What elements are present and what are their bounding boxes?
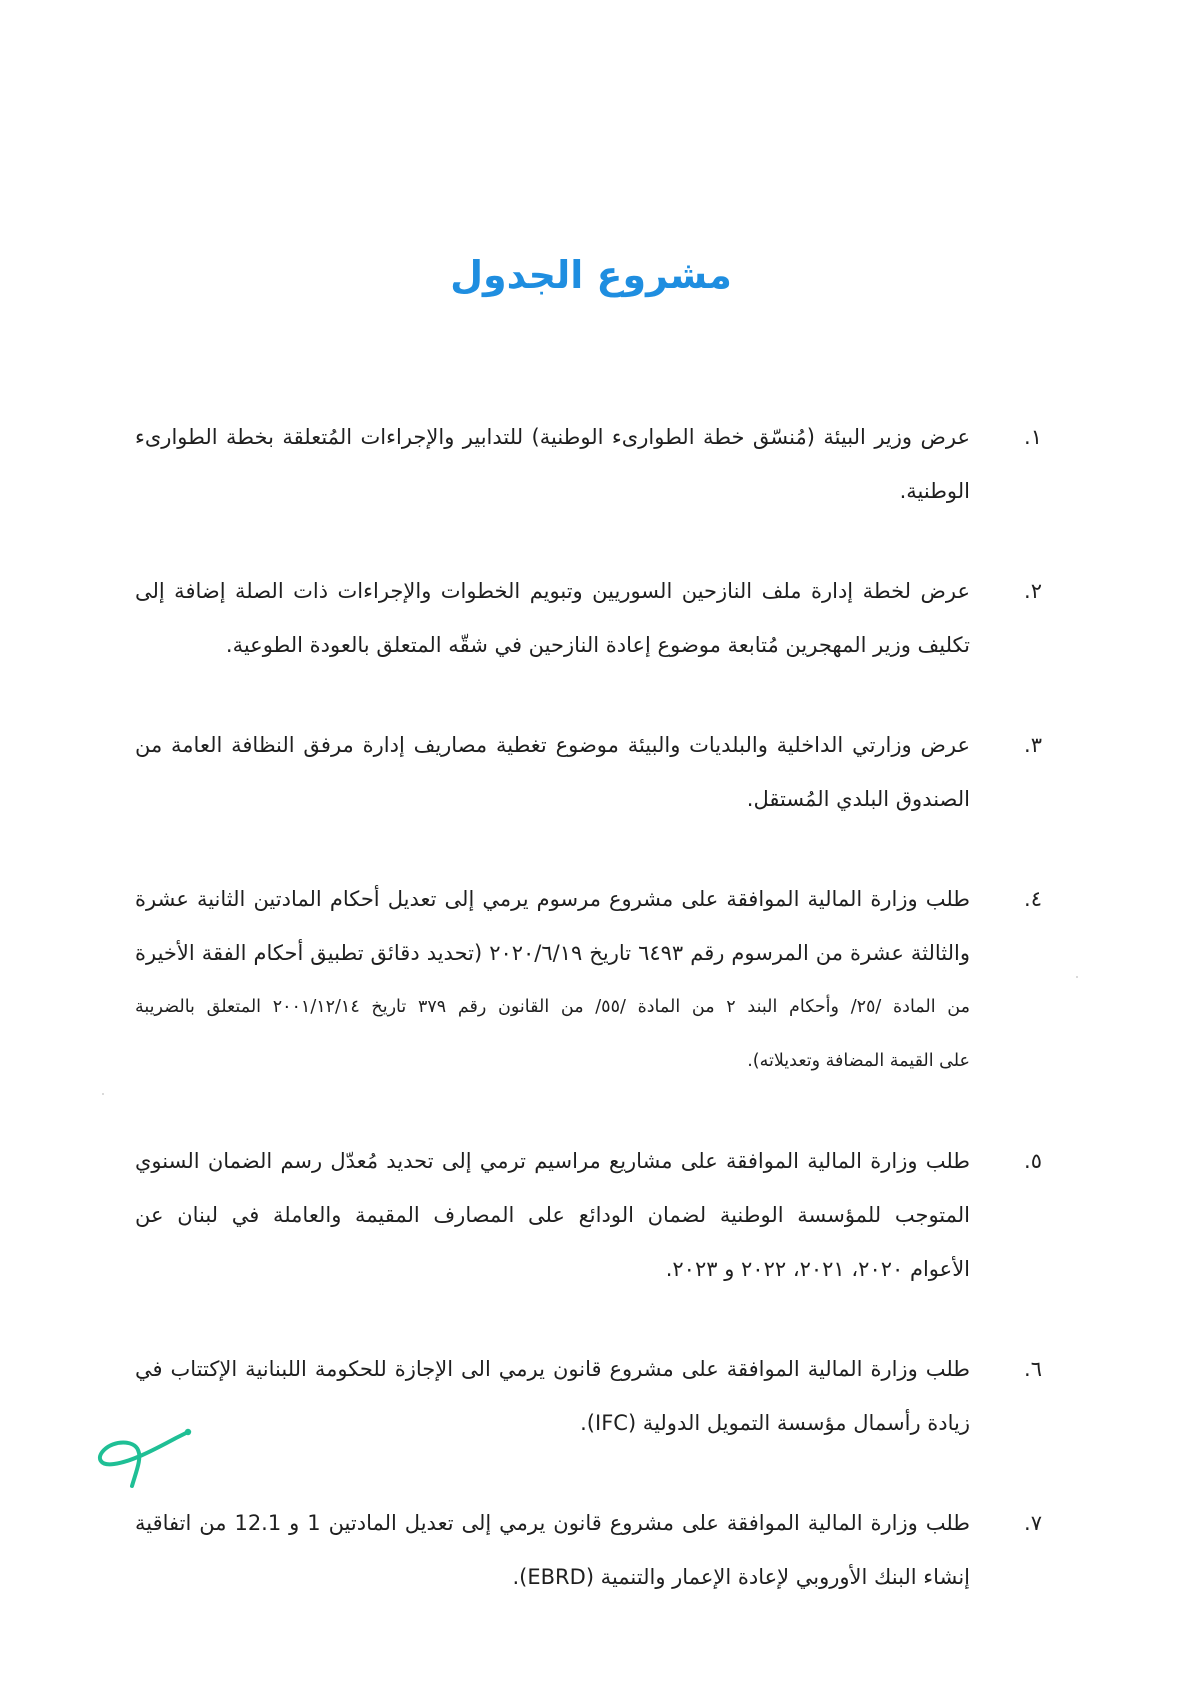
- agenda-item-text: [135, 1134, 970, 1296]
- agenda-item-text: [135, 718, 970, 826]
- agenda-item-line: الصندوق البلدي المُستقل.: [746, 787, 970, 811]
- signature-icon: [90, 1420, 200, 1490]
- agenda-item-line: من المادة /٢٥/ وأحكام البند ٢ من المادة /٥٥/ من القانون رقم ٣٧٩ تاريخ ٢٠٠١/١٢/١٤ المتعلق بالضريبة: [135, 997, 971, 1017]
- agenda-item-line: والثالثة عشرة من المرسوم رقم ٦٤٩٣ تاريخ ٢٠٢٠/٦/١٩ (تحديد دقائق تطبيق أحكام الفقة الأخيرة: [135, 941, 970, 965]
- agenda-item-number: ٦.: [1024, 1357, 1042, 1381]
- agenda-item-text: [135, 1496, 970, 1604]
- agenda-item: [135, 1496, 1050, 1604]
- agenda-item-line: طلب وزارة المالية الموافقة على مشروع قانون يرمي إلى تعديل المادتين 1 و 12.1 من اتفاقية: [135, 1511, 970, 1535]
- agenda-item-line: زيادة رأسمال مؤسسة التمويل الدولية (IFC).: [580, 1411, 970, 1435]
- agenda-item-line: الوطنية.: [899, 479, 970, 503]
- agenda-item-line: الأعوام ٢٠٢٠، ٢٠٢١، ٢٠٢٢ و ٢٠٢٣.: [665, 1257, 970, 1281]
- agenda-item-text: [135, 872, 970, 1088]
- agenda-item: [135, 564, 1050, 672]
- agenda-item-line: عرض وزارتي الداخلية والبلديات والبيئة موضوع تغطية مصاريف إدارة مرفق النظافة العامة من: [135, 733, 970, 757]
- agenda-item-line: عرض وزير البيئة (مُنسّق خطة الطوارىء الوطنية) للتدابير والإجراءات المُتعلقة بخطة الطوارىء: [135, 425, 970, 449]
- scan-artifact: [1076, 976, 1078, 978]
- agenda-item-number: ٤.: [1024, 887, 1042, 911]
- agenda-item-line: طلب وزارة المالية الموافقة على مشروع قانون يرمي الى الإجازة للحكومة اللبنانية الإكتتاب في: [135, 1357, 970, 1381]
- agenda-item: [135, 410, 1050, 518]
- agenda-item-line: على القيمة المضافة وتعديلاته).: [747, 1051, 970, 1071]
- agenda-item: [135, 872, 1050, 1088]
- agenda-item-number: ١.: [1024, 425, 1042, 449]
- agenda-item-line: عرض لخطة إدارة ملف النازحين السوريين وتبويم الخطوات والإجراءات ذات الصلة إضافة إلى: [135, 579, 970, 603]
- agenda-item-line: طلب وزارة المالية الموافقة على مشروع مرسوم يرمي إلى تعديل أحكام المادتين الثانية عشرة: [135, 887, 970, 911]
- scan-artifact: [102, 1093, 104, 1095]
- agenda-item-line: طلب وزارة المالية الموافقة على مشاريع مراسيم ترمي إلى تحديد مُعدّل رسم الضمان السنوي: [135, 1149, 970, 1173]
- agenda-item-number: ٣.: [1024, 733, 1042, 757]
- agenda-item-number: ٢.: [1024, 579, 1042, 603]
- agenda-item-text: [135, 410, 970, 518]
- agenda-item-line: المتوجب للمؤسسة الوطنية لضمان الودائع على المصارف المقيمة والعاملة في لبنان عن: [135, 1203, 970, 1227]
- agenda-item-text: [135, 564, 970, 672]
- agenda-item: [135, 718, 1050, 826]
- agenda-list: [135, 410, 1050, 1650]
- agenda-item-number: ٧.: [1024, 1511, 1042, 1535]
- agenda-item-line: تكليف وزير المهجرين مُتابعة موضوع إعادة النازحين في شقّه المتعلق بالعودة الطوعية.: [225, 633, 970, 657]
- agenda-item: [135, 1134, 1050, 1296]
- agenda-item-text: [135, 1342, 970, 1450]
- agenda-item-number: ٥.: [1024, 1149, 1042, 1173]
- agenda-item-line: إنشاء البنك الأوروبي لإعادة الإعمار والتنمية (EBRD).: [512, 1565, 970, 1589]
- page-title: مشروع الجدول: [450, 253, 732, 298]
- agenda-item: [135, 1342, 1050, 1450]
